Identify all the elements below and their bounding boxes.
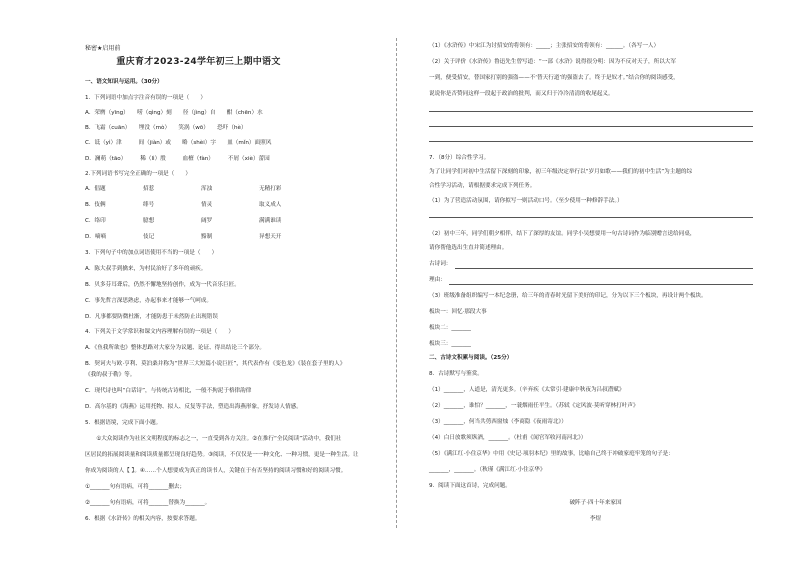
q8-stem: 8．古诗默写与鉴赏。 (429, 371, 483, 377)
q8-line-1: （1）_______，人道是，清光更多。（辛弃疾《太常引·建康中秋夜为吕叔潜赋》 (429, 387, 625, 393)
poem-author: 李煜 (589, 516, 602, 522)
q1-option-d: D．澜萌（tāo） 稀（lì）殷 血檀（fàn） 不屑（xiè）蕾园 (85, 156, 270, 162)
q3-option-a: A．陈大叔手到擒来，为村民治好了多年的顽疾。 (85, 266, 207, 272)
answer-line[interactable] (429, 126, 753, 127)
q7-intro-line-2: 合性学习活动，请根据要求完成下列任务。 (429, 183, 536, 189)
q7-task-1: （1）为了营造活动氛围，请你拟写一则活动口号。（至少使用一种修辞手法。） (429, 198, 623, 204)
q3-option-d: D．凡事都要防微杜渐，才能防患于未然防止出现错误 (85, 314, 218, 320)
poem-title: 破阵子·四十年来家国 (569, 500, 622, 506)
q3-option-c: C．事先哲言深思熟虑，办起事来才能够一气呵成。 (85, 298, 212, 304)
q1-stem: 1．下列词语中加点字注音有误的一项是（ ） (85, 95, 207, 101)
reason-answer-line[interactable] (449, 284, 753, 285)
poem-answer-line[interactable] (455, 268, 753, 269)
q2-option-c: C．络印 臆想 阔罗 满满谁读 (85, 218, 282, 224)
exam-title: 重庆育才2023-24学年初三上期中语文 (116, 57, 281, 67)
section-1-heading: 一、语文知识与运用。（30分） (85, 79, 163, 85)
q5-passage-line-1: ①大众阅读作为社区文明程度的标志之一，一直受到各方关注。②在推行“全民阅读”活动中，我们社 (85, 436, 342, 442)
q4-option-b: B．契诃夫与欧·亨利、莫泊桑并称为“世界三大短篇小说巨匠”，其代表作有《变色龙》《装在套子里的人》 (85, 361, 346, 367)
q8-line-5: （5）《满江红·小住京华》中用《史记·项羽本纪》里的故事，比喻自己终于冲破家庭牢笼的句子是： (429, 451, 674, 457)
q7-task-3: （3）班级准备组织编写一本纪念册，给三年的青春时光留下美好的印记，分为以下三个板块，再设计两个板块。 (429, 293, 707, 299)
q4-option-c: C．现代诗也叫“白话诗”，与传统古诗相比，一般不拘泥于格律韵律 (85, 388, 252, 394)
q7-intro-line-1: 为了让同学们对初中生活留下深刻的印象，初三年级决定举行以“岁月如歌——我们的初中生活”为主题的综 (429, 169, 693, 175)
section-2-heading: 二、古诗文积累与阅读。（25分） (429, 355, 513, 361)
q5-sub-2: ②_______句有语病，可将_______替换为_______。 (85, 500, 211, 506)
q7-stem: 7．（8分）综合性学习。 (429, 155, 490, 161)
poem-label: 古诗词： (429, 261, 452, 267)
q5-stem: 5．根据语境，完成下面小题。 (85, 420, 162, 426)
q4-option-d: D．高尔基的《海燕》运用托物、拟人、反复等手法，塑造出海燕形象，抒发诗人情感。 (85, 404, 302, 410)
q6-part-2-line-3: 说说你是否赞同这样一段起于政治的批判，而又归于冷冷清清的收尾起义。 (429, 91, 614, 97)
answer-line[interactable] (429, 141, 753, 142)
q5-passage-line-2: 区居民的拓展阅读量和阅读质量都呈现良好趋势。③阅读，不仅仅是一一种文化、一种习惯，更是一种生活。让 (85, 452, 359, 458)
q7-task-2-line-1: （2）初中三年，同学们朝夕相伴，结下了深厚的友谊。同学小吴想要用一句古诗词作为临别赠言送给同桌， (429, 231, 696, 237)
q5-passage-line-3: 你成为阅读的人【 】。④……个人想要成为真正的读书人，关键在于有否坚持的阅读习惯和好的阅读习惯。 (85, 468, 347, 474)
q8-line-6: _______，_______。（秋瑾《满江红·小住京华》 (429, 467, 546, 473)
q8-line-3: （3）_______，何当共剪西窗烛（李商隐《夜雨寄北》） (429, 419, 567, 425)
q6-stem: 6．根据《水浒传》的相关内容，按要求答题。 (85, 516, 201, 522)
board-2: 板块二：_______ (429, 325, 471, 331)
q4-option-b-cont: 《我的叔于勒》等。 (85, 372, 136, 378)
q9-stem: 9．阅读下面这首诗，完成问题。 (429, 483, 511, 489)
q3-option-b: B．贝多芬耳聋后，仍然不懈地坚持创作，成为一代音乐巨匠。 (85, 282, 240, 288)
q2-stem: 2.下列词语书写完全正确的一项是（ ） (85, 171, 192, 177)
q2-option-d: D．嘀嘀 伎记 黯制 异想天开 (85, 234, 282, 240)
q1-option-c: C．诋（yì）津 间（jiàn）或 略（shèi）字 皿（mǐn）面照风 (85, 140, 272, 146)
board-3: 板块三：_______ (429, 341, 471, 347)
q8-line-2: （2）_______，谁怕？_______，一蓑烟雨任平生。（苏轼《定风波·莫听穿林打叶声》 (429, 403, 639, 409)
q2-option-a: A．倡题 招惹 浑浊 无精打彩 (85, 186, 282, 192)
q4-option-a: A．《鱼我所欲也》整体思路对大家分为议题、论证、得出结论三个部分。 (85, 345, 266, 351)
q1-option-a: A．荣膺（yīng） 唠（qìng）刻 径（jìng）自 酣（chēn）水 (85, 110, 263, 116)
q6-part-1: （1）《水浒传》中宋江为讨招安的将领有：_____；主张招安的将领有：______。（各写一人） (429, 43, 660, 49)
answer-line[interactable] (429, 111, 753, 112)
q4-stem: 4．下列关于文学常识和课文内容理解有误的一项是（ ） (85, 329, 234, 335)
secret-label: 秘密★启用前 (85, 45, 121, 52)
q8-line-4: （4）白日放歌须纵酒，_______。（杜甫《闻官军收河南河北》） (429, 435, 587, 441)
q7-task-2-line-2: 请你帮他选出生直并简述理由。 (429, 245, 508, 251)
q1-option-b: B．飞霜（cuān） 埋没（mò） 笑涡（wō） 恐吓（hè） (85, 125, 247, 131)
q6-part-2-line-1: （2）关于评价《水浒传》鲁迅先生曾写道：“一部《水浒》说得很分明：因为不反对天子，所以大军 (429, 59, 676, 65)
q5-sub-1: ①_______句有语病，可将_______删去； (85, 484, 186, 490)
answer-line[interactable] (429, 217, 753, 218)
q3-stem: 3．下列句子中的加点词语使用不当的一项是（ ） (85, 250, 218, 256)
board-1: 板块一：回忆·那段大事 (429, 309, 487, 315)
q6-part-2-line-2: 一到，便受招安，替国家打别的强盗——不‘替天行道’的强盗去了。终于是奴才。”结合你的阅读感受， (429, 75, 679, 81)
reason-label: 理由： (429, 277, 446, 283)
page-fold-line (396, 38, 397, 528)
q2-option-b: B．伎俩 绯号 情灵 取义成人 (85, 202, 282, 208)
